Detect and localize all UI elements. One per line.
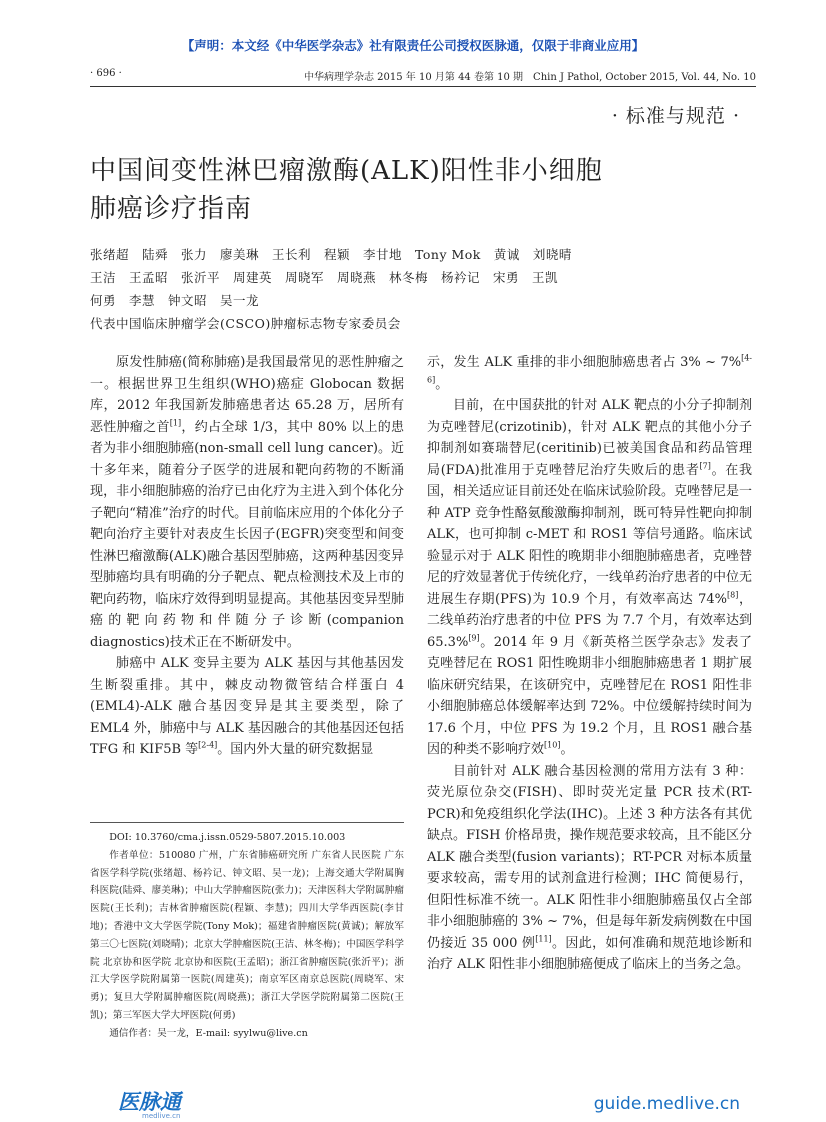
logo-text: 医脉通 xyxy=(118,1090,181,1114)
paragraph: 目前针对 ALK 融合基因检测的常用方法有 3 种：荧光原位杂交(FISH)、即时荧光定量 PCR 技术(RT-PCR)和免疫组织化学法(IHC)。上述 3 种方法各有其优缺点。FISH 价格昂贵，操作规范要求较高，且不能区分 ALK 融合类型(fusion variants)；RT-PCR 对标本质量要求较高，需专用的试剂盒进行检测；IHC 简便易行，但阳性标准不统一。ALK 阳性非小细胞肺癌虽仅占全部非小细胞肺癌的 3% ~ 7%，但是每年新发病例数在中国仍接近 35 000 例[11]。因此，如何准确和规范地诊断和治疗 ALK 阳性非小细胞肺癌便成了临床上的当务之急。 xyxy=(427,763,752,972)
citation: [10] xyxy=(544,740,561,750)
citation: [8] xyxy=(727,590,739,600)
site-url[interactable]: guide.medlive.cn xyxy=(593,1094,740,1114)
citation: [1] xyxy=(169,418,182,428)
title-line: 肺癌诊疗指南 xyxy=(90,194,253,224)
citation: [11] xyxy=(535,934,552,944)
journal-header xyxy=(90,68,756,87)
doi: DOI: 10.3760/cma.j.issn.0529-5807.2015.10.003 xyxy=(109,832,346,843)
citation: [4-6] xyxy=(427,353,752,385)
copyright-banner: 【声明：本文经《中华医学杂志》社有限责任公司授权医脉通，仅限于非商业应用】 xyxy=(181,38,645,53)
article-title xyxy=(90,152,690,228)
footnote xyxy=(90,822,404,1043)
journal-title: 中华病理学杂志 2015 年 10 月第 44 卷第 10 期 Chin J Pathol, October 2015, Vol. 44, No. 10 xyxy=(304,72,756,83)
paragraph-continued: 示，发生 ALK 重排的非小细胞肺癌患者占 3% ~ 7%[4-6]。 xyxy=(427,353,752,392)
citation: [2-4] xyxy=(198,740,218,750)
author-affiliation-committee: 代表中国临床肿瘤学会(CSCO)肿瘤标志物专家委员会 xyxy=(90,316,401,331)
medlive-logo xyxy=(118,1086,181,1120)
section-label: · 标准与规范 · xyxy=(611,105,740,127)
corresponding-author: 通信作者：吴一龙，E-mail: syylwu@live.cn xyxy=(109,1027,308,1039)
left-column xyxy=(90,352,404,761)
paragraph: 目前，在中国获批的针对 ALK 靶点的小分子抑制剂为克唑替尼(crizotinib)，针对 ALK 靶点的其他小分子抑制剂如赛瑞替尼(ceritinib)已被美国食品和药品管理局(FDA)批准用于克唑替尼治疗失败后的患者[7]。在我国，相关适应证目前还处在临床试验阶段。克唑替尼是一种 ATP 竞争性酪氨酸激酶抑制剂，既可特异性靶向抑制 ALK，也可抑制 c-MET 和 ROS1 等信号通路。临床试验显示对于 ALK 阳性的晚期非小细胞肺癌患者，克唑替尼的疗效显著优于传统化疗，一线单药治疗患者的中位无进展生存期(PFS)为 10.9 个月，有效率高达 74%[8]，二线单药治疗患者的中位 PFS 为 7.7 个月，有效率达到 65.3%[9]。2014 年 9 月《新英格兰医学杂志》发表了克唑替尼在 ROS1 阳性晚期非小细胞肺癌患者 1 期扩展临床研究结果，在该研究中，克唑替尼在 ROS1 阳性非小细胞肺癌总体缓解率达到 72%。中位缓解持续时间为 17.6 个月，中位 PFS 为 19.2 个月，且 ROS1 融合基因的种类不影响疗效[10]。 xyxy=(427,398,753,757)
author-list xyxy=(90,243,750,335)
author-line: 何勇 李慧 钟文昭 吴一龙 xyxy=(90,293,260,308)
page-number: · 696 · xyxy=(90,68,122,79)
author-line: 王洁 王孟昭 张沂平 周建英 周晓军 周晓燕 林冬梅 杨衿记 宋勇 王凯 xyxy=(90,270,559,285)
logo-subtext: medlive.cn xyxy=(142,1112,181,1120)
author-units: 作者单位：510080 广州，广东省肺癌研究所 广东省人民医院 广东省医学科学院(张绪超、杨衿记、钟文昭、吴一龙)；上海交通大学附属胸科医院(陆舜、廖美琳)；中山大学肿瘤医院(张力)；天津医科大学附属肿瘤医院(王长利)；吉林省肿瘤医院(程颖、李慧)；四川大学华西医院(李甘地)；香港中文大学医学院(Tony Mok)；福建省肿瘤医院(黄诚)；解放军第三〇七医院(刘晓晴)；北京大学肿瘤医院(王洁、林冬梅)；中国医学科学院 北京协和医学院 北京协和医院(王孟昭)；浙江省肿瘤医院(张沂平)；浙江大学医学院附属第一医院(周建英)；南京军区南京总医院(周晓军、宋勇)；复旦大学附属肿瘤医院(周晓燕)；浙江大学医学院附属第二医院(王凯)；第三军医大学大坪医院(何勇) xyxy=(90,849,404,1021)
paragraph: 肺癌中 ALK 变异主要为 ALK 基因与其他基因发生断裂重排。其中，棘皮动物微管结合样蛋白 4 (EML4)-ALK 融合基因变异是其主要类型，除了 EML4 外，肺癌中与 ALK 基因融合的其他基因还包括 TFG 和 KIF5B 等[2-4]。国内外大量的研究数据显 xyxy=(90,656,404,757)
citation: [7] xyxy=(699,461,711,471)
paragraph: 原发性肺癌(简称肺癌)是我国最常见的恶性肿瘤之一。根据世界卫生组织(WHO)癌症 Globocan 数据库，2012 年我国新发肺癌患者达 65.28 万，居所有恶性肿瘤之首[1]，约占全球 1/3，其中 80% 以上的患者为非小细胞肺癌(non-small cell lung cancer)。近十多年来，随着分子医学的进展和靶向药物的不断涌现，非小细胞肺癌的治疗已由化疗为主进入到个体化分子靶向“精准”治疗的时代。目前临床应用的个体化分子靶向治疗主要针对表皮生长因子(EGFR)突变型和间变性淋巴瘤激酶(ALK)融合基因型肺癌，这两种基因变异型肺癌均具有明确的分子靶点、靶点检测技术及上市的靶向药物，临床疗效得到明显提高。其他基因变异型肺癌的靶向药物和伴随分子诊断(companion diagnostics)技术正在不断研发中。 xyxy=(90,355,404,650)
author-line: 张绪超 陆舜 张力 廖美琳 王长利 程颖 李甘地 Tony Mok 黄诚 刘晓晴 xyxy=(90,247,572,262)
title-line: 中国间变性淋巴瘤激酶(ALK)阳性非小细胞 xyxy=(90,156,603,186)
right-column xyxy=(427,352,752,976)
citation: [9] xyxy=(468,633,480,643)
